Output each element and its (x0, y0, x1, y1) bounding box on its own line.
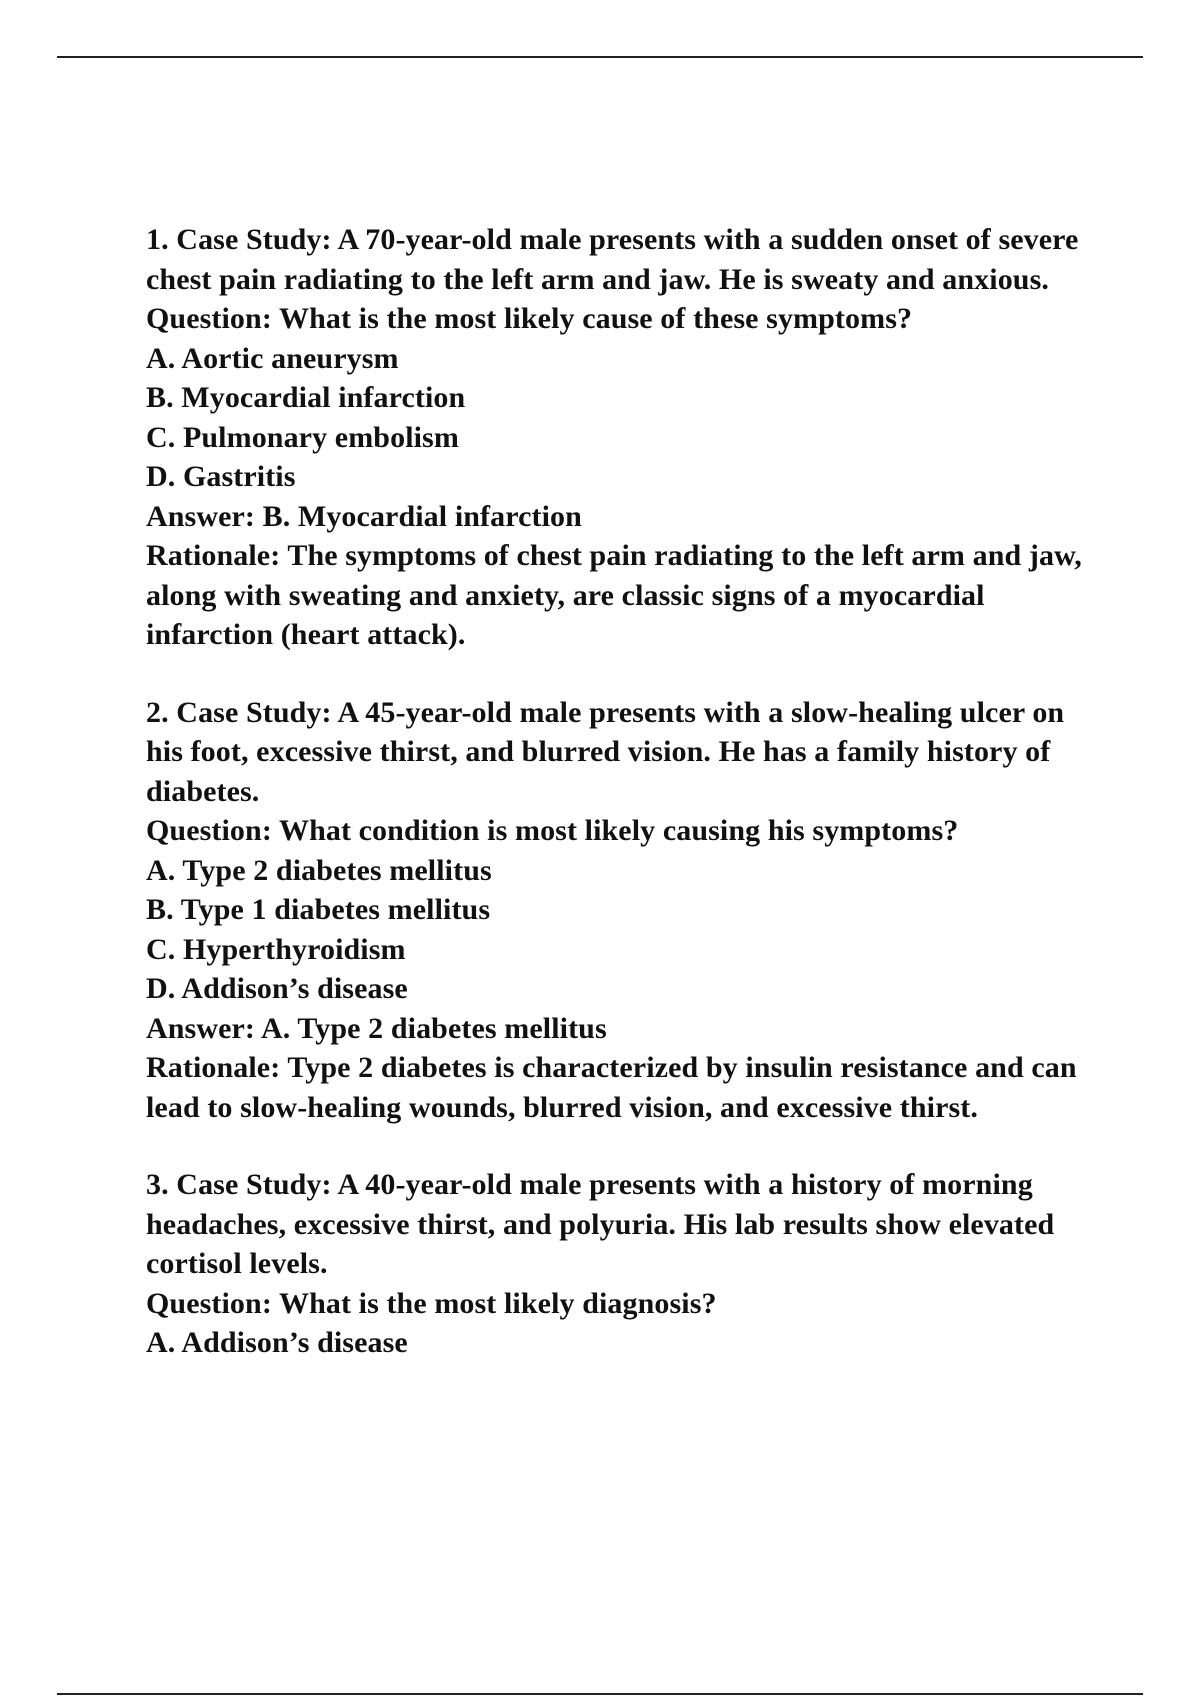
option-a: A. Aortic aneurysm (146, 341, 399, 375)
question-text: Question: What condition is most likely causing his symptoms? (146, 814, 959, 847)
question-block-2 (146, 693, 1106, 1128)
document-body (146, 220, 1106, 1401)
answer-text: Answer: A. Type 2 diabetes mellitus (146, 1011, 607, 1045)
question-block-1 (146, 220, 1106, 655)
rationale-text: Rationale: Type 2 diabetes is characterized by insulin resistance and can lead to slow-healing wounds, blurred vision, and excessive thirst. (146, 1051, 1077, 1124)
question-block-3 (146, 1165, 1106, 1363)
option-a: A. Type 2 diabetes mellitus (146, 853, 492, 887)
case-study-text: 3. Case Study: A 40-year-old male presents with a history of morning headaches, excessive thirst, and polyuria. His lab results show elevated cortisol levels. (146, 1168, 1055, 1280)
question-text: Question: What is the most likely cause of these symptoms? (146, 302, 913, 335)
top-divider (57, 56, 1143, 58)
question-text: Question: What is the most likely diagnosis? (146, 1286, 717, 1320)
option-d: D. Gastritis (146, 460, 296, 493)
option-c: C. Pulmonary embolism (146, 420, 459, 454)
option-b: B. Myocardial infarction (146, 381, 466, 414)
bottom-divider (57, 1693, 1143, 1695)
case-study-text: 2. Case Study: A 45-year-old male presents with a slow-healing ulcer on his foot, excessive thirst, and blurred vision. He has a family history of diabetes. (146, 695, 1065, 808)
option-d: D. Addison’s disease (146, 972, 408, 1005)
option-a: A. Addison’s disease (146, 1326, 408, 1359)
rationale-text: Rationale: The symptoms of chest pain radiating to the left arm and jaw, along with sweating and anxiety, are classic signs of a myocardial infarction (heart attack). (146, 539, 1082, 651)
answer-text: Answer: B. Myocardial infarction (146, 499, 582, 533)
option-b: B. Type 1 diabetes mellitus (146, 893, 491, 926)
case-study-text: 1. Case Study: A 70-year-old male presents with a sudden onset of severe chest pain radiating to the left arm and jaw. He is sweaty and anxious. (146, 223, 1079, 296)
option-c: C. Hyperthyroidism (146, 932, 406, 966)
